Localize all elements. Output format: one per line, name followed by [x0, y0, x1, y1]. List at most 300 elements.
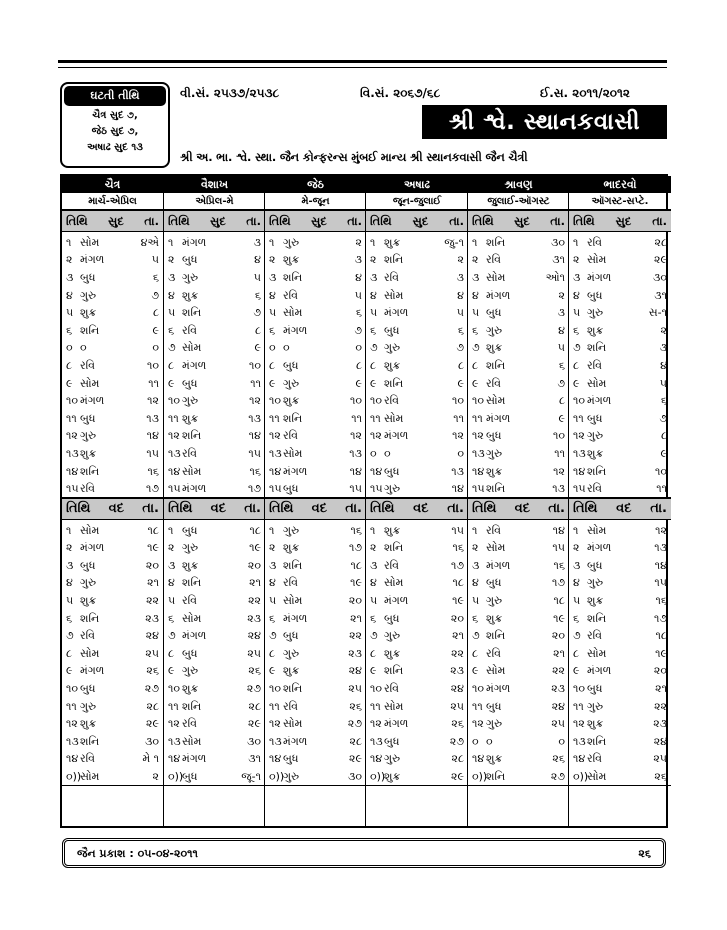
day-row [265, 480, 366, 498]
tithi-number: ૧૧ [269, 699, 280, 713]
day-row [468, 768, 569, 786]
date: ૨૩ [145, 611, 159, 625]
weekday: સોમ [283, 446, 303, 460]
tithi-number: ૨ [168, 253, 175, 267]
day-row [569, 680, 671, 698]
date: ૨૮ [349, 734, 362, 748]
tithi-number: ૫ [66, 306, 74, 320]
day-row [569, 252, 671, 270]
sud-column-header [366, 210, 468, 232]
tithi-number: ૧૧ [573, 411, 584, 425]
day-row [265, 392, 366, 410]
day-row [164, 340, 265, 358]
day-row [62, 252, 163, 270]
date: ૧૮ [553, 594, 565, 608]
weekday: સોમ [486, 270, 506, 284]
month-name: વૈશાખ [164, 176, 265, 193]
tithi-number: ૨ [269, 253, 276, 267]
date: ૮ [152, 306, 159, 320]
day-row [164, 234, 265, 252]
weekday: રવિ [182, 323, 198, 337]
column-header-label: તિથિ [472, 501, 497, 517]
tithi-number: ૧૪ [66, 752, 79, 766]
date: ૧૪ [248, 429, 261, 443]
weekday: સોમ [384, 576, 404, 590]
date: ૩૧ [654, 288, 667, 302]
tithi-number: ૦)) [66, 769, 82, 783]
date: ૨૬ [654, 769, 667, 783]
tithi-number: ૧૦ [472, 682, 485, 696]
tithi-number: ૦ [269, 341, 276, 355]
date: ૨૬ [451, 717, 464, 731]
day-row [569, 322, 671, 340]
day-row [366, 375, 468, 393]
weekday: મંગળ [384, 594, 409, 608]
vira-samvat: વી.સં. ૨૫૩૭/૨૫૩૮ [180, 86, 280, 100]
tithi-number: ૬ [472, 611, 479, 625]
tithi-number: ૮ [573, 358, 580, 372]
tithi-number: ૯ [66, 376, 73, 390]
weekday: ગુરુ [283, 646, 300, 660]
weekday: ગુરુ [384, 752, 401, 766]
day-row [164, 252, 265, 270]
weekday: શુક્ર [384, 235, 401, 249]
day-row [569, 715, 671, 733]
day-row [468, 557, 569, 575]
day-row [265, 410, 366, 428]
tithi-number: ૭ [472, 629, 480, 643]
day-row [164, 592, 265, 610]
day-row [164, 410, 265, 428]
day-row [468, 234, 569, 252]
tithi-number: ૮ [168, 358, 175, 372]
tithi-number: ૯ [269, 664, 276, 678]
weekday: બુધ [182, 523, 198, 537]
date: ૩૧ [552, 253, 565, 267]
weekday: શનિ [182, 306, 202, 320]
reduced-tithi-line: અષાઢ સુદ ૧૩ [87, 142, 143, 153]
date: ૮ [457, 358, 464, 372]
day-row [265, 610, 366, 628]
day-row [265, 428, 366, 446]
date: ૧૮ [249, 523, 261, 537]
day-row [366, 610, 468, 628]
date: ૨૫ [348, 682, 362, 696]
tithi-number: ૪ [472, 576, 479, 590]
weekday: સોમ [182, 734, 202, 748]
date: ૧૫ [248, 446, 261, 460]
day-row [265, 463, 366, 481]
tithi-number: ૧૨ [269, 429, 281, 443]
day-row [164, 557, 265, 575]
weekday: શુક્ર [182, 558, 199, 572]
month-column [163, 176, 265, 826]
day-row [366, 768, 468, 786]
date: ૯ [558, 411, 565, 425]
tithi-number: ૯ [573, 664, 580, 678]
tithi-number: ૫ [168, 306, 176, 320]
date: ૧૭ [551, 576, 565, 590]
weekday: બુધ [486, 699, 502, 713]
date: ૧૭ [145, 481, 159, 495]
tithi-number: ૧૨ [66, 717, 78, 731]
date: ૨૮ [146, 699, 159, 713]
weekday: બુધ [182, 769, 198, 783]
weekday: ગુરુ [587, 576, 604, 590]
date: ૧૦ [248, 358, 261, 372]
tithi-number: ૭ [370, 341, 378, 355]
date: ૧૧ [656, 481, 667, 495]
vad-column-header [468, 498, 569, 520]
weekday: બુધ [182, 253, 198, 267]
date: ૭ [557, 376, 565, 390]
day-row [62, 357, 163, 375]
weekday: શુક્ર [384, 646, 401, 660]
day-row [468, 252, 569, 270]
weekday: મંગળ [283, 611, 308, 625]
tithi-number: ૧ [472, 523, 478, 537]
day-row [569, 234, 671, 252]
date: ૨૩ [450, 664, 464, 678]
date: ૨૪ [450, 682, 464, 696]
tithi-number: ૧ [573, 235, 579, 249]
date: ૨૦ [450, 611, 464, 625]
day-row [62, 322, 163, 340]
tithi-number: ૧૨ [269, 717, 281, 731]
date: ૭ [151, 288, 159, 302]
date: ૨૭ [449, 734, 464, 748]
weekday: રવિ [486, 376, 502, 390]
month-column [568, 176, 671, 826]
tithi-number: ૧૦ [66, 394, 79, 408]
date: ૧૦ [654, 464, 667, 478]
day-row [468, 575, 569, 593]
date: ૧૩ [552, 481, 565, 495]
tithi-number: ૪ [370, 288, 377, 302]
date: ૨૪ [653, 734, 667, 748]
day-row [164, 445, 265, 463]
day-row [569, 698, 671, 716]
column-header-label: તિથિ [269, 213, 291, 228]
date: ૧૧ [148, 376, 159, 390]
day-row [265, 557, 366, 575]
tithi-number: ૮ [66, 646, 73, 660]
day-row [366, 663, 468, 681]
weekday: મંગળ [182, 752, 207, 766]
day-row [569, 445, 671, 463]
day-row [569, 463, 671, 481]
sud-column-header [265, 210, 366, 232]
date: ૧૨ [249, 394, 261, 408]
weekday: શનિ [80, 611, 100, 625]
vad-column-header [265, 498, 366, 520]
day-row [62, 575, 163, 593]
weekday: બુધ [283, 358, 299, 372]
date: ૧૪ [552, 523, 565, 537]
date: ૨૬ [146, 664, 159, 678]
date: ૨૫ [551, 717, 565, 731]
day-row [62, 610, 163, 628]
date: ૭ [354, 323, 362, 337]
date: ૧૬ [553, 558, 565, 572]
date: ૮ [355, 358, 362, 372]
day-row [62, 375, 163, 393]
date: ૧૬ [452, 541, 464, 555]
day-row [265, 357, 366, 375]
tithi-number: ૪ [66, 576, 73, 590]
date: ૦ [457, 446, 464, 460]
date: ૧૬ [147, 464, 159, 478]
tithi-number: ૦ [66, 341, 73, 355]
date: ૮ [558, 394, 565, 408]
day-row [62, 234, 163, 252]
day-row [366, 410, 468, 428]
page-title: શ્રી શ્વે. સ્થાનકવાસી [422, 105, 667, 139]
date: ૨૨ [654, 699, 667, 713]
column-header-label: તા. [144, 213, 159, 228]
weekday: શુક્ર [283, 253, 300, 267]
weekday: શુક્ર [384, 523, 401, 537]
date: ૧૩ [451, 464, 464, 478]
day-row [62, 480, 163, 498]
tithi-number: ૧૧ [66, 411, 77, 425]
day-row [62, 733, 163, 751]
column-header-label: તા. [548, 501, 565, 517]
date: ૩ [659, 341, 667, 355]
date: ૨૨ [552, 664, 565, 678]
weekday: મંગળ [486, 411, 511, 425]
date: ૨૯ [451, 769, 464, 783]
date: ૩૦ [348, 769, 362, 783]
weekday: મંગળ [182, 629, 207, 643]
day-row [468, 463, 569, 481]
tithi-number: ૧૧ [370, 699, 381, 713]
day-row [164, 540, 265, 558]
weekday: શનિ [486, 235, 506, 249]
day-row [468, 663, 569, 681]
day-row [468, 357, 569, 375]
weekday: બુધ [587, 288, 603, 302]
day-row [569, 540, 671, 558]
date: ૦ [558, 734, 565, 748]
day-row [62, 340, 163, 358]
date: ૪ [355, 270, 362, 284]
weekday: શુક્ર [283, 394, 300, 408]
weekday: ગુરુ [182, 664, 199, 678]
column-header-label: તિથિ [370, 501, 395, 517]
tithi-number: ૧૫ [168, 481, 181, 495]
tithi-number: ૧૦ [573, 394, 586, 408]
day-row [569, 340, 671, 358]
tithi-number: ૧૦ [168, 682, 181, 696]
day-row [366, 445, 468, 463]
weekday: રવિ [486, 523, 502, 537]
date: ૧૪ [349, 464, 362, 478]
column-header-label: વદ [210, 501, 227, 517]
day-row [366, 627, 468, 645]
tithi-number: ૪ [168, 576, 175, 590]
tithi-number: ૬ [370, 323, 377, 337]
tithi-number: ૧૨ [472, 717, 484, 731]
weekday: સોમ [587, 523, 607, 537]
tithi-number: ૧૦ [472, 394, 485, 408]
weekday: બુધ [182, 376, 198, 390]
date: ૭ [659, 411, 667, 425]
tithi-number: ૧૨ [370, 717, 382, 731]
tithi-number: ૫ [168, 594, 176, 608]
tithi-number: ૩ [66, 270, 74, 284]
date: ૩ [354, 253, 362, 267]
date: ૨૨ [349, 629, 362, 643]
tithi-number: ૩ [573, 270, 581, 284]
tithi-number: ૧૨ [66, 429, 78, 443]
weekday: ગુરુ [283, 235, 300, 249]
month-name: જેઠ [265, 176, 366, 193]
month-column [62, 176, 163, 826]
date: ૧૫ [552, 541, 565, 555]
day-row [265, 375, 366, 393]
weekday: સોમ [182, 464, 202, 478]
day-row [468, 375, 569, 393]
weekday: સોમ [283, 594, 303, 608]
tithi-number: ૧૫ [66, 481, 79, 495]
day-row [468, 680, 569, 698]
day-row [569, 751, 671, 769]
day-row [62, 463, 163, 481]
weekday: બુધ [80, 682, 96, 696]
date: ૧૭ [348, 541, 362, 555]
date: ૬ [254, 288, 261, 302]
weekday: રવિ [80, 752, 96, 766]
tithi-number: ૫ [269, 306, 277, 320]
tithi-number: ૬ [66, 611, 73, 625]
tithi-number: ૫ [573, 306, 581, 320]
date: ૧૭ [450, 558, 464, 572]
day-row [265, 733, 366, 751]
tithi-number: ૧૩ [168, 734, 181, 748]
tithi-number: ૭ [573, 341, 581, 355]
sud-column-header [569, 210, 671, 232]
month-range: જુલાઈ-ઑગસ્ટ [468, 193, 569, 210]
day-row [468, 340, 569, 358]
date: ૨૯ [349, 752, 362, 766]
tithi-number: ૯ [370, 376, 377, 390]
weekday: બુધ [283, 629, 299, 643]
weekday: સોમ [283, 306, 303, 320]
month-range: ઑગસ્ટ-સપ્ટે. [569, 193, 671, 210]
tithi-number: ૧૧ [168, 699, 179, 713]
weekday: મંગળ [283, 323, 308, 337]
sud-column-header [62, 210, 163, 232]
weekday: ગુરુ [587, 306, 604, 320]
tithi-number: ૭ [168, 629, 176, 643]
tithi-number: ૭ [66, 629, 74, 643]
weekday: શનિ [384, 541, 404, 555]
weekday: મંગળ [80, 664, 105, 678]
date: ૨૭ [144, 682, 159, 696]
day-row [164, 627, 265, 645]
tithi-number: ૨ [66, 541, 73, 555]
day-row [569, 610, 671, 628]
weekday: સોમ [587, 646, 607, 660]
day-row [265, 575, 366, 593]
tithi-number: ૧૪ [66, 464, 79, 478]
day-row [164, 287, 265, 305]
tithi-number: ૧૨ [573, 717, 585, 731]
date: ૨૧ [350, 611, 362, 625]
day-row [164, 522, 265, 540]
weekday: સોમ [587, 769, 607, 783]
date: ૪ [558, 323, 565, 337]
day-row [164, 610, 265, 628]
vad-column-header [366, 498, 468, 520]
day-row [366, 463, 468, 481]
column-header-label: સુદ [311, 213, 327, 228]
column-header-label: સુદ [412, 213, 429, 228]
date: ૨ [457, 253, 464, 267]
date: ૫ [253, 270, 261, 284]
date: ૨૧ [452, 629, 464, 643]
weekday: રવિ [384, 558, 400, 572]
date: ૧૪ [146, 429, 159, 443]
weekday: શનિ [80, 734, 100, 748]
tithi-number: ૭ [168, 341, 176, 355]
weekday: બુધ [283, 752, 299, 766]
weekday: ગુરુ [182, 394, 199, 408]
weekday: ગુરુ [283, 376, 300, 390]
tithi-number: ૮ [573, 646, 580, 660]
date: ૬ [558, 358, 565, 372]
date: ૬ [355, 306, 362, 320]
weekday: ગુરુ [80, 288, 97, 302]
weekday: શનિ [486, 481, 506, 495]
day-row [265, 445, 366, 463]
weekday: મંગળ [80, 394, 105, 408]
tithi-number: ૩ [472, 558, 480, 572]
reduced-tithi-line: ચૈત્ર સુદ ૭, [92, 110, 138, 121]
date: જૂ-૧ [241, 769, 261, 783]
day-row [569, 645, 671, 663]
tithi-number: ૬ [269, 611, 276, 625]
day-row [569, 375, 671, 393]
weekday: સોમ [283, 717, 303, 731]
date: ૫ [354, 288, 362, 302]
top-rule-thin [58, 67, 667, 68]
month-column [264, 176, 366, 826]
day-row [265, 304, 366, 322]
date: ૩૦ [247, 734, 261, 748]
tithi-number: ૨ [370, 253, 377, 267]
date: ૨૩ [348, 646, 362, 660]
day-row [569, 522, 671, 540]
date: ૫ [151, 253, 159, 267]
tithi-number: ૨ [472, 541, 479, 555]
weekday: શુક્ર [486, 464, 503, 478]
top-rule-thick [58, 60, 667, 63]
tithi-number: ૧૧ [472, 411, 483, 425]
tithi-number: ૯ [168, 376, 175, 390]
vikram-samvat: વિ.સં. ૨૦૬૭/૬૮ [360, 86, 441, 100]
tithi-number: ૨ [472, 253, 479, 267]
day-row [569, 627, 671, 645]
tithi-number: ૫ [370, 306, 378, 320]
tithi-number: ૦)) [472, 769, 488, 783]
tithi-number: ૧૨ [168, 429, 180, 443]
day-row [366, 269, 468, 287]
day-row [164, 698, 265, 716]
day-row [164, 751, 265, 769]
weekday: સોમ [384, 699, 404, 713]
